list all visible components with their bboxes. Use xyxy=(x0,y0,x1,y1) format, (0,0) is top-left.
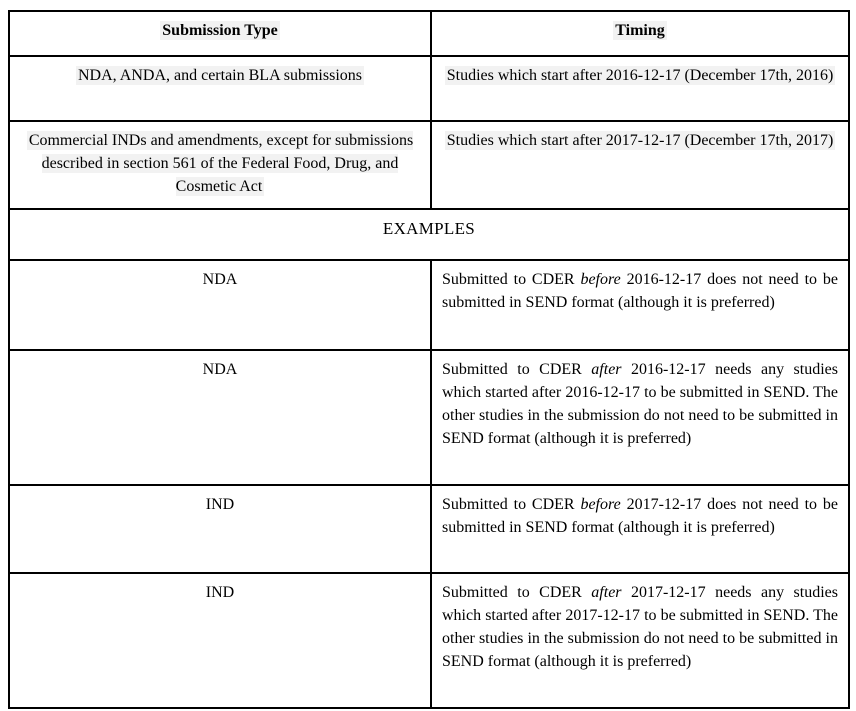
table-header-row xyxy=(9,11,849,56)
text-segment: 2017-12-17 needs any studies which started after 2017-12-17 to be submitted in SEND. The other studies in the submission do not need to be submitted in SEND format (although it is preferred) xyxy=(442,584,838,670)
example-type-cell xyxy=(9,260,431,350)
text-segment: Submitted to CDER xyxy=(442,271,581,288)
timing-text: Studies which start after 2016-12-17 (December 17th, 2016) xyxy=(446,67,834,84)
text-segment: Submitted to CDER xyxy=(442,496,581,513)
example-description-text xyxy=(442,581,838,673)
example-description-cell xyxy=(431,260,849,350)
text-segment: 2016-12-17 does not need to be submitted in SEND format (although it is preferred) xyxy=(442,271,838,311)
text-segment: 2017-12-17 does not need to be submitted in SEND format (although it is preferred) xyxy=(442,496,838,536)
examples-section-row xyxy=(9,209,849,260)
example-type-text: IND xyxy=(205,584,235,601)
example-type-text: NDA xyxy=(202,271,238,288)
emphasized-text: before xyxy=(580,496,621,513)
send-requirements-table xyxy=(8,10,850,709)
emphasized-text: after xyxy=(591,584,622,601)
text-segment: Submitted to CDER xyxy=(442,361,592,378)
header-cell-submission-type xyxy=(9,11,431,56)
example-description-text xyxy=(442,268,838,314)
example-row-ind-before xyxy=(9,485,849,573)
example-type-text: IND xyxy=(205,496,235,513)
example-row-nda-before xyxy=(9,260,849,350)
example-type-cell xyxy=(9,573,431,708)
submission-type-text: NDA, ANDA, and certain BLA submissions xyxy=(78,67,362,84)
header-label-timing: Timing xyxy=(615,22,665,39)
timing-text: Studies which start after 2017-12-17 (December 17th, 2017) xyxy=(446,132,834,149)
example-description-cell xyxy=(431,573,849,708)
text-segment: Submitted to CDER xyxy=(442,584,592,601)
timing-cell xyxy=(431,121,849,209)
example-type-cell xyxy=(9,485,431,573)
example-row-ind-after xyxy=(9,573,849,708)
example-type-cell xyxy=(9,350,431,485)
example-description-text xyxy=(442,493,838,539)
example-description-text xyxy=(442,358,838,450)
table-row-nda-anda-bla xyxy=(9,56,849,121)
emphasized-text: before xyxy=(580,271,621,288)
text-segment: 2016-12-17 needs any studies which started after 2016-12-17 to be submitted in SEND. The other studies in the submission do not need to be submitted in SEND format (although it is preferred) xyxy=(442,361,838,447)
examples-section-cell xyxy=(9,209,849,260)
header-cell-timing xyxy=(431,11,849,56)
timing-cell xyxy=(431,56,849,121)
emphasized-text: after xyxy=(591,361,622,378)
examples-section-label: EXAMPLES xyxy=(382,219,476,238)
example-row-nda-after xyxy=(9,350,849,485)
submission-type-cell xyxy=(9,56,431,121)
example-type-text: NDA xyxy=(202,361,238,378)
submission-type-cell xyxy=(9,121,431,209)
table-row-commercial-inds xyxy=(9,121,849,209)
example-description-cell xyxy=(431,485,849,573)
header-label-submission-type: Submission Type xyxy=(162,22,278,39)
submission-type-text: Commercial INDs and amendments, except for submissions described in section 561 of the Federal Food, Drug, and Cosmetic Act xyxy=(28,132,414,195)
example-description-cell xyxy=(431,350,849,485)
